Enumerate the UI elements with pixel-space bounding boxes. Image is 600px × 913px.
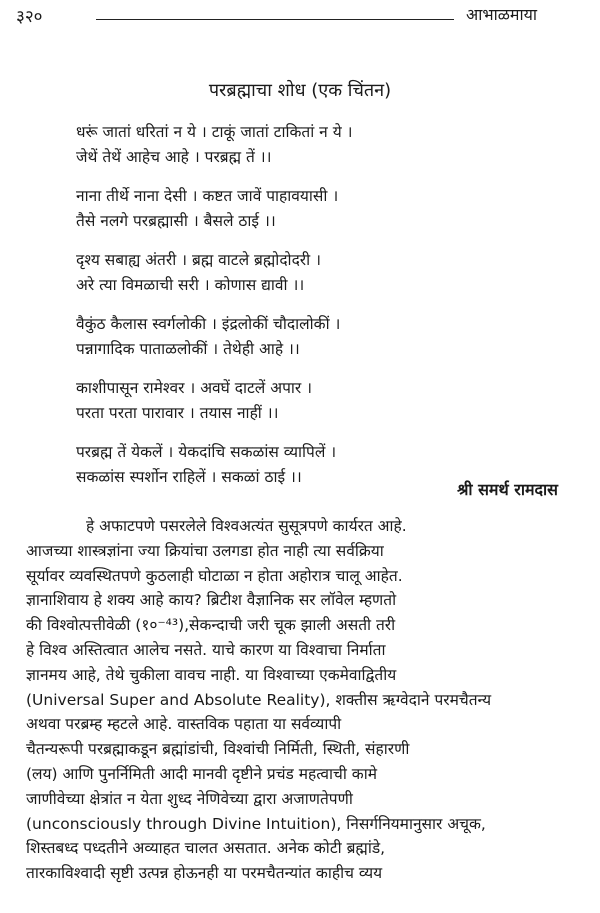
poem-author: श्री समर्थ रामदास: [457, 480, 558, 499]
prose-line: चैतन्यरूपी परब्रह्माकडून ब्रह्मांडांची, विश्वांची निर्मिती, स्थिती, संहारणी: [26, 740, 410, 759]
page-number: ३२०: [16, 7, 43, 27]
poem-line: वैकुंठ कैलास स्वर्गलोकी । इंद्रलोकीं चौदालोकीं ।: [76, 315, 341, 333]
prose-line: सूर्यावर व्यवस्थितपणे कुठलाही घोटाळा न होता अहोरात्र चालू आहेत.: [26, 566, 403, 585]
prose-line: आजच्या शास्त्रज्ञांना ज्या क्रियांचा उलगडा होत नाही त्या सर्वक्रिया: [26, 541, 384, 560]
poem-line: जेथें तेथें आहेच आहे । परब्रह्म तें ।।: [76, 148, 272, 166]
poem-body: [76, 120, 596, 504]
poem-stanza: [76, 376, 596, 426]
poem-stanza: [76, 248, 596, 298]
prose-line: हे विश्व अस्तित्वात आलेच नसते. याचे कारण या विश्वाचा निर्माता: [26, 640, 386, 659]
poem-line: सकळांस स्पर्शोन राहिलें । सकळां ठाई ।।: [76, 468, 302, 486]
prose-line: की विश्वोत्पत्तीवेळी (१०⁻⁴³),सेकन्दाची जरी चूक झाली असती तरी: [26, 616, 396, 635]
poem-title: परब्रह्माचा शोध (एक चिंतन): [208, 80, 392, 101]
prose-line: ज्ञानमय आहे, तेथे चुकीला वावच नाही. या विश्वाच्या एकमेवाद्वितीय: [26, 665, 397, 684]
poem-stanza: [76, 184, 596, 234]
poem-line: अरे त्या विमळाची सरी । कोणास द्यावी ।।: [76, 276, 305, 294]
poem-stanza: [76, 120, 596, 170]
prose-line: हे अफाटपणे पसरलेले विश्वअत्यंत सुसूत्रपणे कार्यरत आहे.: [86, 517, 407, 535]
prose-line: (Universal Super and Absolute Reality), शक्तीस ऋग्वेदाने परमचैतन्य: [26, 690, 492, 709]
prose-line: ज्ञानाशिवाय हे शक्य आहे काय? ब्रिटीश वैज्ञानिक सर लॉवेल म्हणतो: [26, 591, 397, 610]
prose-body: [26, 514, 580, 886]
poem-line: परता परता पारावार । तयास नाहीं ।।: [76, 404, 279, 422]
poem-line: धरूं जातां धरितां न ये । टाकूं जातां टाकितां न ये ।: [76, 123, 353, 141]
poem-stanza: [76, 312, 596, 362]
poem-line: पन्नागादिक पाताळलोकीं । तेथेही आहे ।।: [76, 340, 300, 358]
poem-line: तैसे नलगे परब्रह्मासी । बैसले ठाई ।।: [76, 212, 276, 230]
prose-line: अथवा परब्रम्ह म्हटले आहे. वास्तविक पहाता या सर्वव्यापी: [26, 715, 342, 734]
running-title: आभाळमाया: [466, 5, 538, 24]
prose-line: तारकाविश्वादी सृष्टी उत्पन्न होऊनही या परमचैतन्यांत काहीच व्यय: [26, 864, 383, 883]
prose-line: (unconsciously through Divine Intuition), निसर्गनियमानुसार अचूक,: [26, 814, 486, 833]
page-header: [0, 0, 600, 30]
poem-line: नाना तीर्थे नाना देसी । कष्टत जावें पाहावयासी ।: [76, 187, 339, 205]
poem-line: दृश्य सबाह्य अंतरी । ब्रह्म वाटले ब्रह्मोदोदरी ।: [76, 251, 321, 269]
prose-line: जाणीवेच्या क्षेत्रांत न येता शुध्द नेणिवेच्या द्वारा अजाणतेपणी: [26, 789, 353, 808]
header-rule: [96, 19, 454, 20]
prose-line: (लय) आणि पुनर्निमिती आदी मानवी दृष्टीने प्रचंड महत्वाची कामे: [26, 764, 377, 783]
poem-line: परब्रह्म तें येकलें । येकदांचि सकळांस व्यापिलें ।: [76, 443, 337, 461]
poem-line: काशीपासून रामेश्वर । अवघें दाटलें अपार ।: [76, 379, 313, 397]
prose-line: शिस्तबध्द पध्दतीने अव्याहत चालत असतात. अनेक कोटी ब्रह्मांडे,: [26, 839, 386, 858]
